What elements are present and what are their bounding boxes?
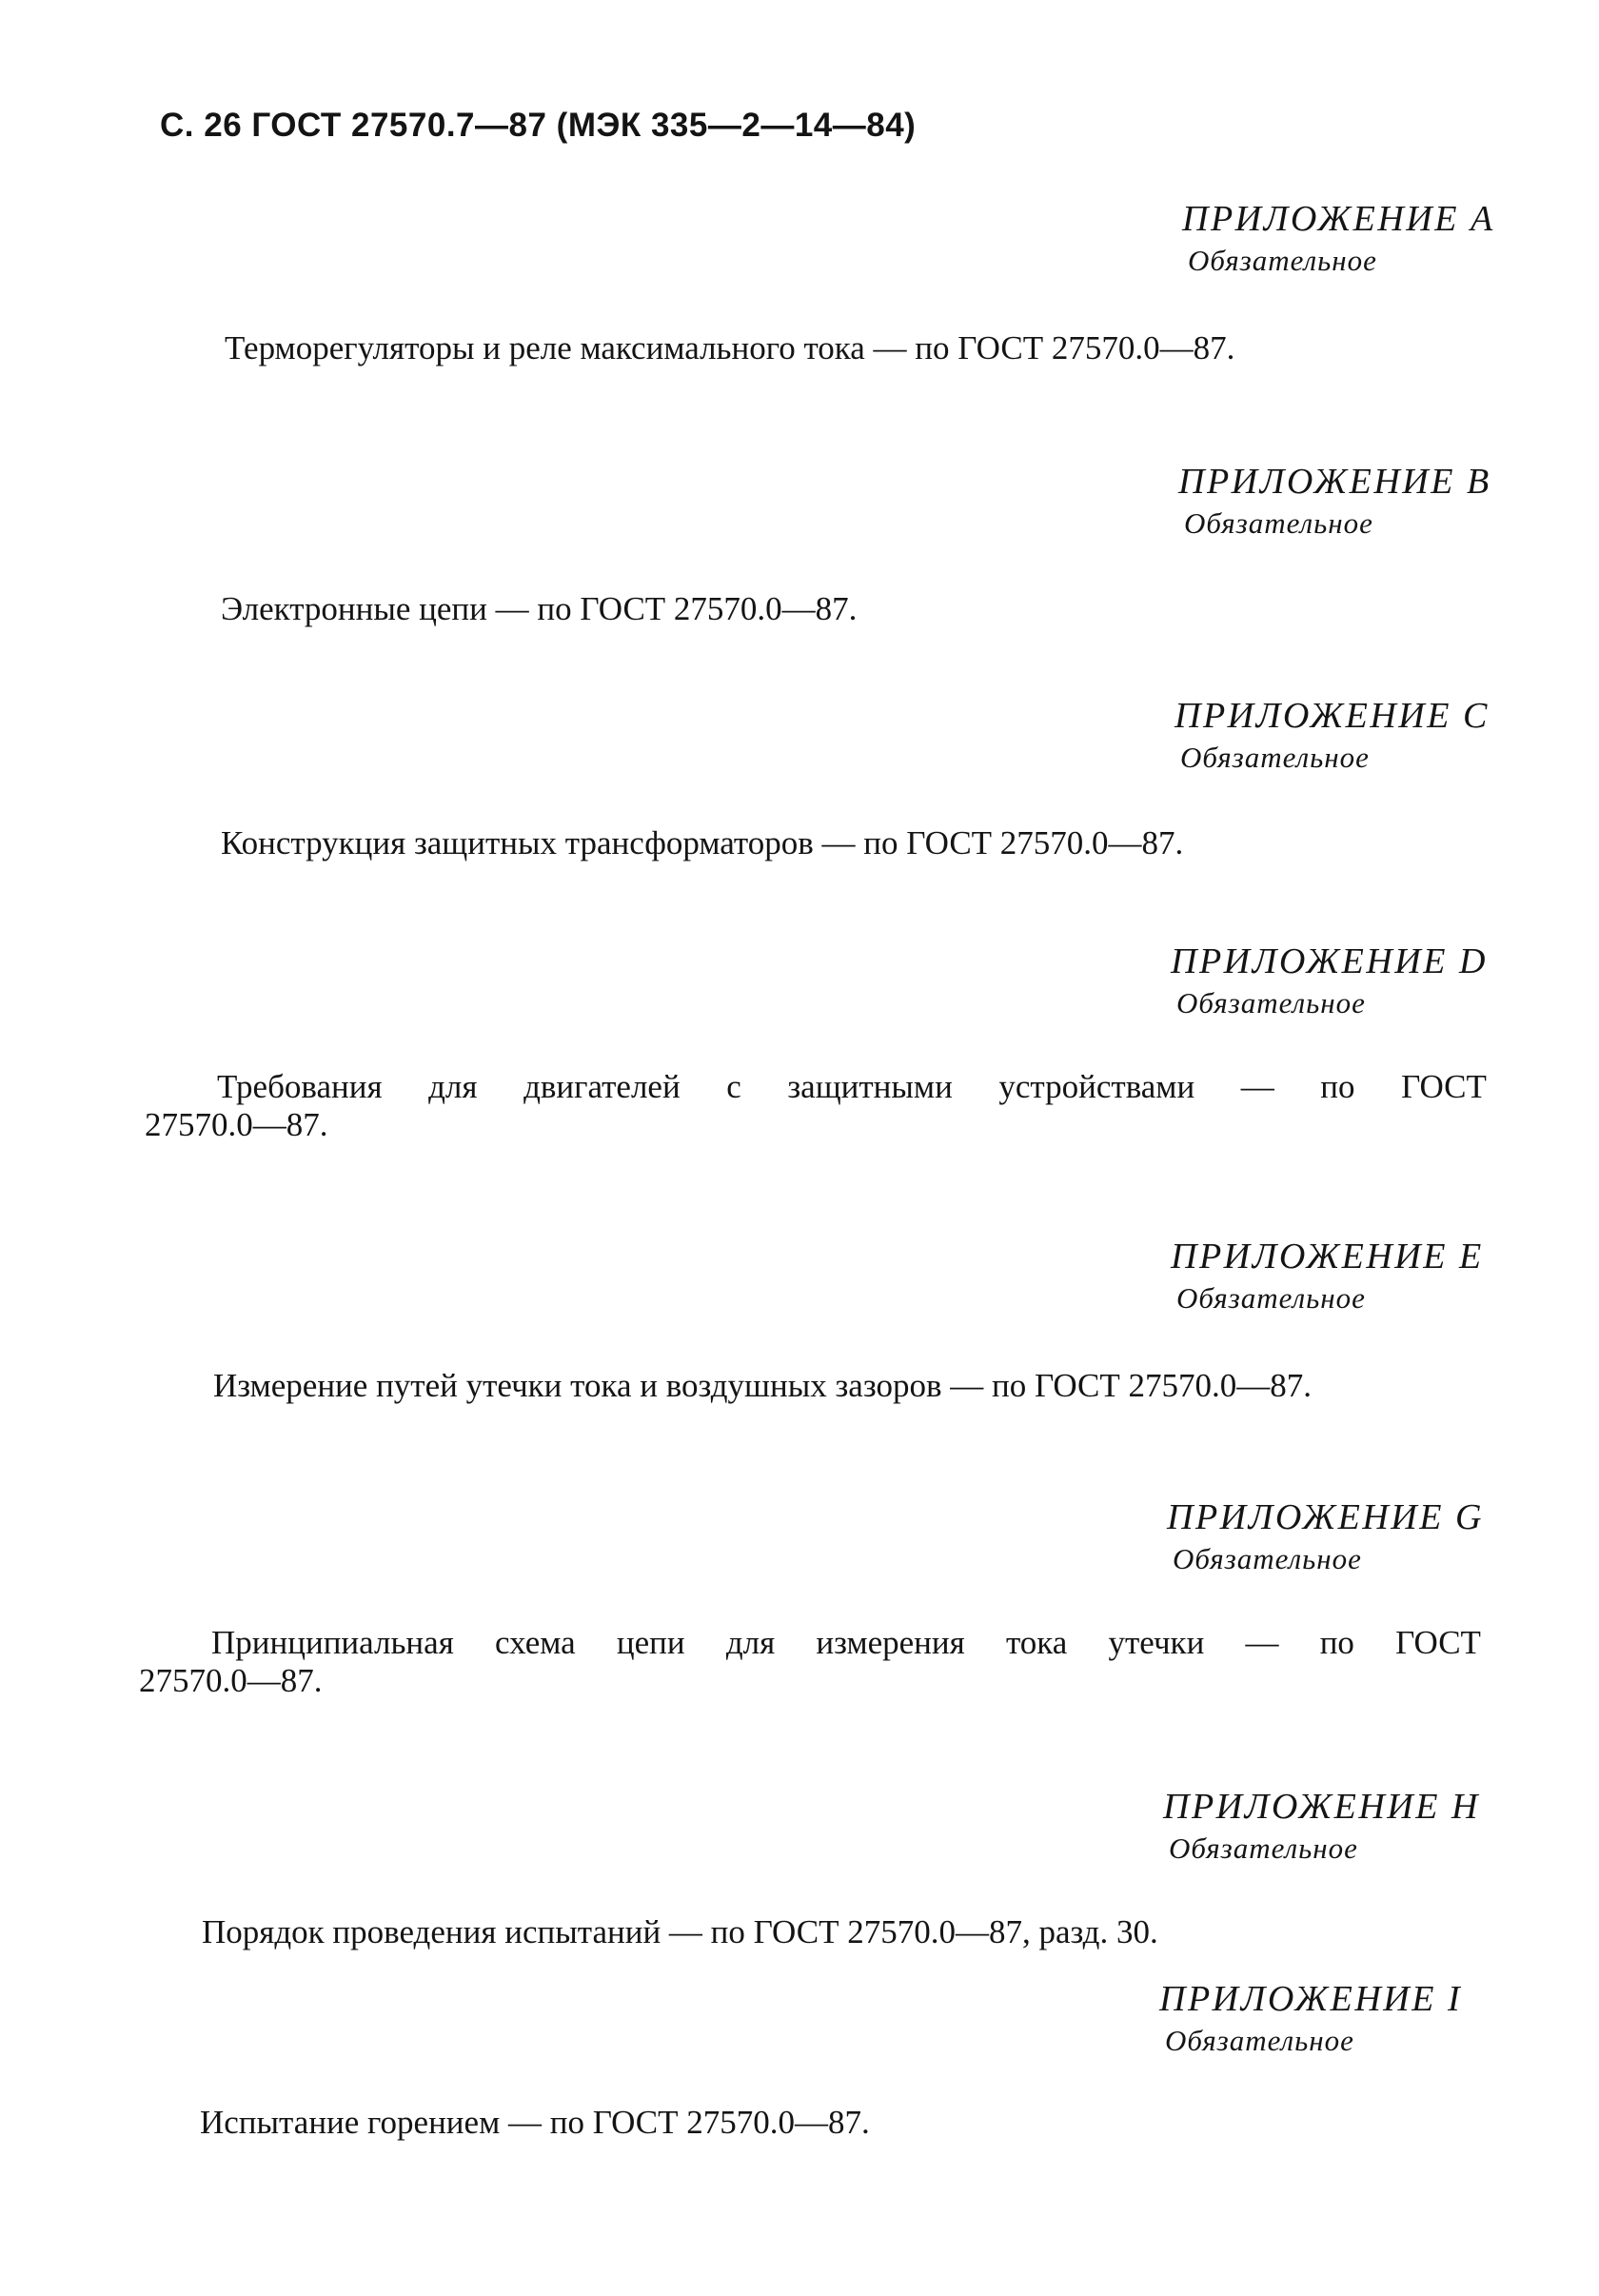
- appendix-h-heading: [1163, 1786, 1480, 1866]
- appendix-b-heading: [1178, 461, 1491, 541]
- appendix-c-heading: [1175, 695, 1490, 775]
- appendix-h-title: ПРИЛОЖЕНИЕ H: [1163, 1787, 1480, 1827]
- appendix-d-status: Обязательное: [1176, 986, 1366, 1019]
- word: двигателей: [523, 1068, 681, 1105]
- appendix-e-title: ПРИЛОЖЕНИЕ E: [1171, 1237, 1484, 1277]
- word: —: [1245, 1624, 1279, 1661]
- word: защитными: [787, 1068, 953, 1105]
- appendix-d-title: ПРИЛОЖЕНИЕ D: [1171, 941, 1488, 981]
- appendix-d-text-line2: 27570.0—87.: [145, 1106, 328, 1143]
- word: устройствами: [998, 1068, 1195, 1105]
- appendix-c-status: Обязательное: [1180, 741, 1370, 774]
- word: по: [1320, 1068, 1355, 1105]
- word: Принципиальная: [211, 1624, 454, 1661]
- appendix-i-status: Обязательное: [1165, 2024, 1354, 2057]
- word: ГОСТ: [1395, 1624, 1481, 1661]
- appendix-e-text: Измерение путей утечки тока и воздушных зазоров — по ГОСТ 27570.0—87.: [213, 1367, 1312, 1404]
- word: измерения: [816, 1624, 965, 1661]
- appendix-i-heading: [1159, 1978, 1462, 2058]
- appendix-d-text: [145, 1068, 1487, 1144]
- word: тока: [1005, 1624, 1068, 1661]
- word: для: [428, 1068, 478, 1105]
- appendix-a-text: Терморегуляторы и реле максимального тока — по ГОСТ 27570.0—87.: [225, 329, 1235, 366]
- appendix-i-title: ПРИЛОЖЕНИЕ I: [1159, 1979, 1463, 2019]
- appendix-a-title: ПРИЛОЖЕНИЕ A: [1182, 199, 1495, 239]
- appendix-h-status: Обязательное: [1169, 1831, 1358, 1865]
- appendix-i-text: Испытание горением — по ГОСТ 27570.0—87.: [200, 2104, 870, 2141]
- appendix-g-text-line1: [139, 1624, 1481, 1662]
- word: по: [1319, 1624, 1354, 1661]
- word: утечки: [1108, 1624, 1205, 1661]
- word: —: [1240, 1068, 1274, 1105]
- appendix-g-status: Обязательное: [1173, 1542, 1362, 1575]
- appendix-a-status: Обязательное: [1188, 244, 1377, 277]
- appendix-e-status: Обязательное: [1176, 1281, 1366, 1315]
- appendix-a-heading: [1182, 198, 1495, 278]
- page-header: С. 26 ГОСТ 27570.7—87 (МЭК 335—2—14—84): [160, 107, 917, 144]
- appendix-h-text: Порядок проведения испытаний — по ГОСТ 27570.0—87, разд. 30.: [202, 1913, 1158, 1950]
- word: схема: [495, 1624, 576, 1661]
- appendix-g-text-line2: 27570.0—87.: [139, 1662, 323, 1699]
- word: цепи: [616, 1624, 685, 1661]
- word: с: [726, 1068, 741, 1105]
- appendix-b-title: ПРИЛОЖЕНИЕ B: [1178, 462, 1491, 502]
- word: ГОСТ: [1401, 1068, 1487, 1105]
- appendix-d-text-line1: [145, 1068, 1487, 1106]
- appendix-e-heading: [1171, 1236, 1484, 1316]
- appendix-g-heading: [1167, 1496, 1484, 1576]
- appendix-d-heading: [1171, 940, 1488, 1020]
- appendix-c-title: ПРИЛОЖЕНИЕ C: [1175, 696, 1490, 736]
- word: для: [725, 1624, 776, 1661]
- word: Требования: [217, 1068, 383, 1105]
- appendix-g-title: ПРИЛОЖЕНИЕ G: [1167, 1497, 1484, 1537]
- appendix-c-text: Конструкция защитных трансформаторов — по ГОСТ 27570.0—87.: [221, 824, 1184, 861]
- appendix-g-text: [139, 1624, 1481, 1700]
- appendix-b-status: Обязательное: [1184, 506, 1373, 540]
- appendix-b-text: Электронные цепи — по ГОСТ 27570.0—87.: [221, 590, 858, 627]
